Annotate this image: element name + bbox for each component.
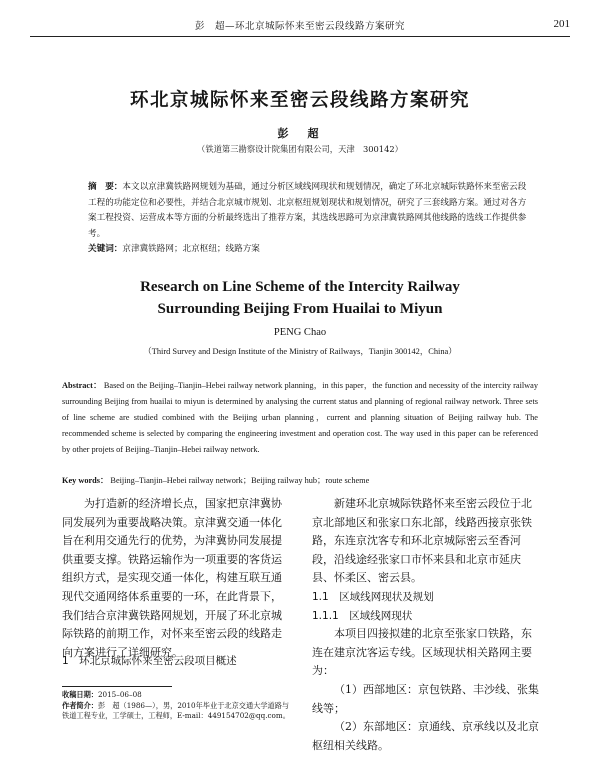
footnote-rule [62,686,172,687]
received-label: 收稿日期： [62,690,98,699]
affiliation-en: （Third Survey and Design Institute of the Ministry of Railways，Tianjin 300142，China） [143,347,457,356]
keywords-cn [88,242,528,254]
keywords-en-text: Beijing–Tianjin–Hebei railway network；Beijing railway hub；route scheme [110,476,370,485]
project-paragraph: 新建环北京城际铁路怀来至密云段位于北京北部地区和张家口东北部，线路西接京张铁路，东连京沈客专和环北京城际密云至香河段，沿线途经张家口市怀来县和北京市延庆县、怀柔区、密云县。 [312,497,532,585]
abstract-en-text: Based on the Beijing–Tianjin–Hebei railway network planning，in this paper，the function and necessity of the intercity railway surrounding Beijing from huailai to miyun is determined by analysing the current status and planning of regional railway network. Three sets of line scheme are studied combined with the Beijing urban planning，current and planning situation of Beijing railway hub. The recommended scheme is selected by comparing the engineering investment and operation cost. The way used in this paper can be referenced by other projets of Beijing–Tianjin–Hebei railway network. [62,381,539,454]
affiliation-cn: （铁道第三勘察设计院集团有限公司，天津 300142） [197,144,403,154]
running-header [30,18,570,34]
section-heading-1-1: 1.1 区域线网现状及规划 [312,590,434,603]
header-rule [30,36,570,37]
keywords-en-label: Key words： [62,476,109,485]
abstract-cn-label: 摘 要： [88,182,123,192]
intro-paragraph: 为打造新的经济增长点，国家把京津冀协同发展列为重要战略决策。京津冀交通一体化旨在利用交通先行的优势，为津冀协同发展提供重要支撑。铁路运输作为一项重要的客货运组织方式，是实现交通一体化，构建互联互通现代交通网络体系重要的一环，在此背景下，我们结合京津冀铁路网规划，开展了环北京城际铁路的前期工作，对怀来至密云段的线路走向方案进行了详细研究。 [62,497,282,659]
list-item-east: （2）东部地区：京通线、京承线以及北京枢纽相关线路。 [312,720,539,752]
paper-title-cn: 环北京城际怀来至密云段线路方案研究 [129,90,470,111]
author-cn: 彭 超 [277,127,323,140]
abstract-en [62,378,538,458]
keywords-en [62,474,538,486]
abstract-cn-text: 本文以京津冀铁路网规划为基础，通过分析区域线网现状和规划情况，确定了环北京城际铁路怀来至密云段工程的功能定位和必要性，并结合北京城市规划、北京枢纽规划现状和规划情况，研究了三套线路方案。通过对各方案工程投资、运营成本等方面的分析最终选出了推荐方案，其选线思路可为京津冀铁路网其他线路的选线工作提供参考。 [88,182,527,239]
page-number: 201 [553,18,570,30]
author-en: PENG Chao [273,327,327,338]
list-item-west: （1）西部地区：京包铁路、丰沙线、张集线等； [312,682,539,715]
body-right-column [312,495,542,755]
footnote [62,690,294,722]
keywords-cn-label: 关键词： [88,244,123,254]
footnote-received [62,690,294,701]
paper-title-en-line2: Surrounding Beijing From Huailai to Miyun [157,301,443,317]
abstract-en-label: Abstract： [62,381,102,390]
running-header-title: 彭 超—环北京城际怀来至密云段线路方案研究 [194,21,405,32]
abstract-cn [88,180,528,242]
section-heading-1: 1 环北京城际怀来至密云段项目概述 [62,655,237,667]
author-bio-label: 作者简介： [62,700,98,710]
keywords-cn-text: 京津冀铁路网；北京枢纽；线路方案 [122,244,260,254]
paper-title-en-line1: Research on Line Scheme of the Intercity Railway [140,279,460,295]
section-heading-1-1-1: 1.1.1 区域线网现状 [312,609,413,622]
network-status-paragraph: 本项目四接拟建的北京至张家口铁路，东连在建京沈客运专线。区域现状相关路网主要为： [312,627,532,678]
body-left-column [62,495,290,662]
received-date: 2015–06–08 [97,690,142,699]
footnote-author-bio [62,701,294,722]
author-bio-text: 彭 超（1986—），男，2010年毕业于北京交通大学道路与铁道工程专业，工学硕士，工程师，E-mail：449154702@qq.com。 [62,700,290,720]
paper-title-en [0,276,600,320]
